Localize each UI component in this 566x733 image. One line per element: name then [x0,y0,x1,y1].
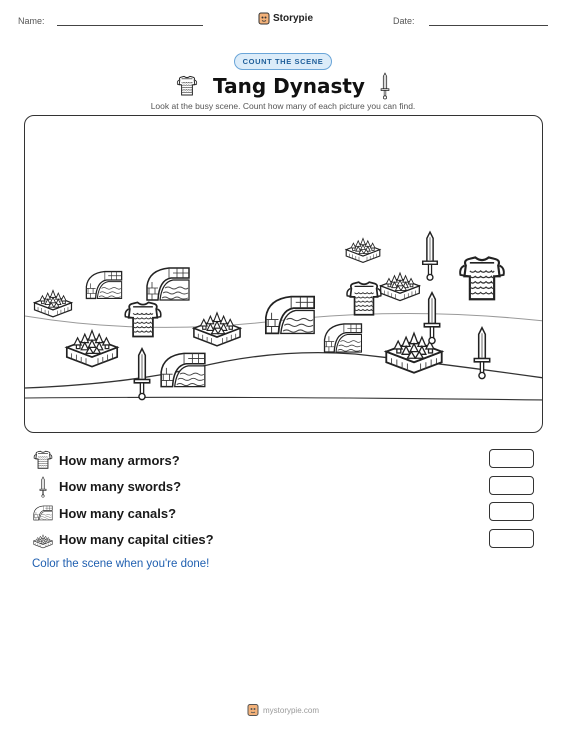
sword-icon [38,476,48,498]
capital-city-icon [32,530,54,550]
date-field[interactable] [429,25,548,26]
count-scene [24,115,543,433]
sword-icon [424,293,439,344]
name-label: Name: [18,16,45,26]
capital-city-icon [346,238,380,262]
canal-icon [266,297,314,334]
answer-box-canals[interactable] [489,502,534,521]
sword-icon [423,232,438,280]
answer-box-capital-cities[interactable] [489,529,534,548]
capital-city-icon [35,290,72,316]
color-note: Color the scene when you're done! [32,558,210,570]
capital-city-icon [67,331,117,367]
question-row [32,527,536,554]
armor-icon [175,74,199,98]
sword-icon [474,328,489,379]
canal-icon [86,272,121,299]
brand-logo [258,12,313,25]
capital-city-icon [381,273,420,301]
sword-icon [134,349,149,400]
question-label: How many canals? [59,505,177,521]
armor-icon [460,257,504,299]
canal-icon [325,324,362,352]
question-list [32,447,536,553]
capital-city-icon [194,313,240,346]
question-label: How many swords? [59,479,182,495]
armor-icon [347,282,381,315]
date-label: Date: [393,16,415,26]
footer-url[interactable]: mystorypie.com [262,705,319,715]
count-the-scene-badge: COUNT THE SCENE [234,53,332,70]
question-label: How many capital cities? [59,532,214,548]
canal-icon [32,503,54,523]
armor-icon [125,302,161,336]
name-field[interactable] [57,25,203,26]
question-label: How many armors? [59,452,180,468]
canal-icon [161,353,205,386]
question-row [32,474,536,501]
question-row [32,447,536,474]
sword-icon [379,72,391,100]
storypie-logo-icon [247,703,259,717]
scene-illustration [25,116,543,433]
answer-box-armors[interactable] [489,449,534,468]
question-row [32,500,536,527]
armor-icon [32,449,54,471]
footer [0,703,566,717]
page-title: Tang Dynasty [213,74,365,98]
storypie-logo-icon [258,12,270,25]
header-row [18,12,548,32]
answer-box-swords[interactable] [489,476,534,495]
canal-icon [147,268,189,300]
instructions: Look at the busy scene. Count how many of each picture you can find. [150,101,416,111]
title-row [0,72,566,100]
brand-name: Storypie [273,13,314,24]
